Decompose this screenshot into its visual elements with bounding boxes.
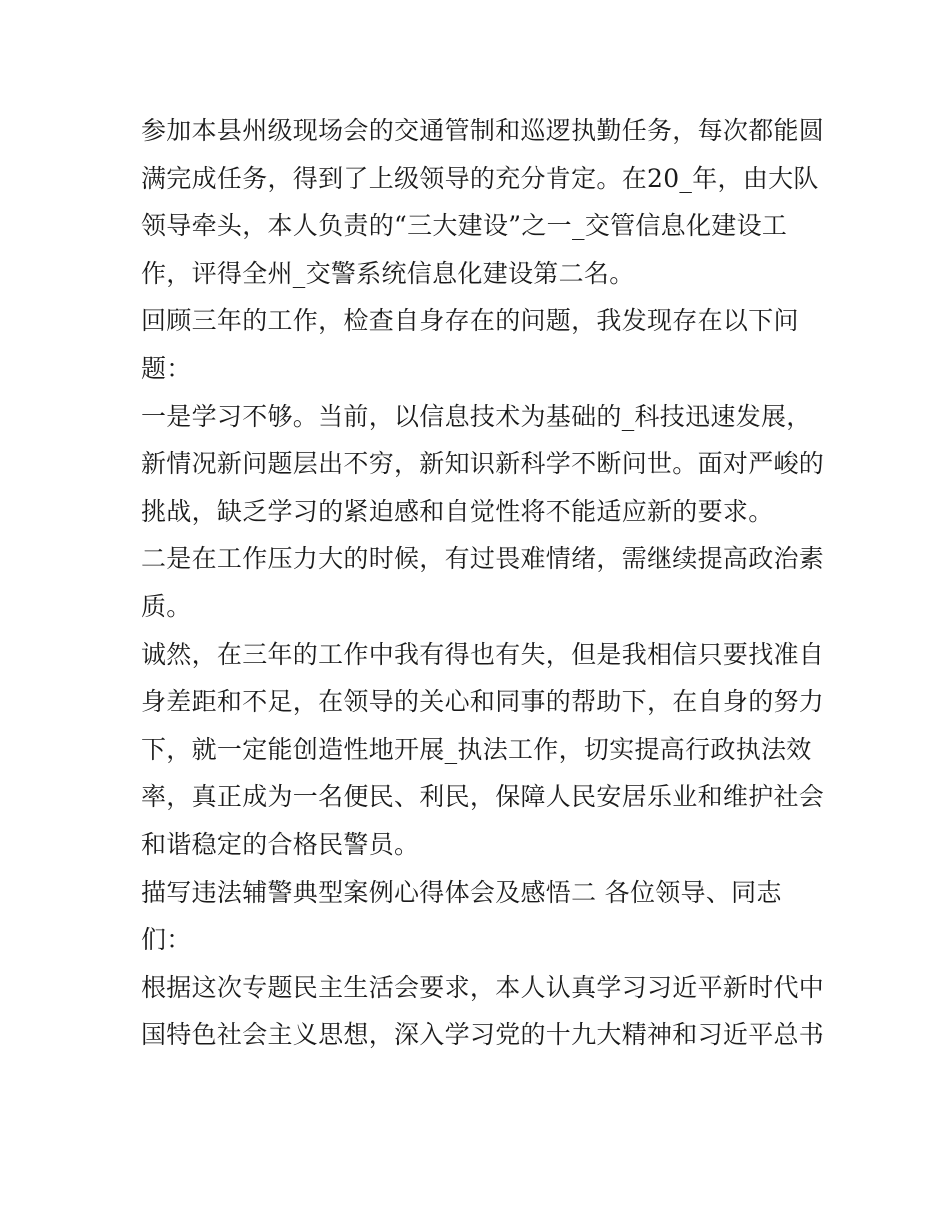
text-line: 和谐稳定的合格民警员。 [141, 829, 420, 859]
text-line: 回顾三年的工作，检查自身存在的问题，我发现存在以下问 [141, 306, 799, 336]
text-line: 参加本县州级现场会的交通管制和巡逻执勤任务，每次都能圆 [141, 116, 825, 145]
text-line: 根据这次专题民主生活会要求，本人认真学习习近平新时代中 [141, 972, 825, 1002]
text-line: 身差距和不足，在领导的关心和同事的帮助下，在自身的努力 [141, 687, 825, 717]
text-line: 描写违法辅警典型案例心得体会及感悟二 各位领导、同志 [141, 877, 782, 907]
text-line: 满完成任务，得到了上级领导的充分肯定。在20_年，由大队 [141, 163, 819, 193]
text-line: 一是学习不够。当前，以信息技术为基础的_科技迅速发展， [141, 401, 812, 431]
text-line: 质。 [141, 591, 192, 621]
document-body [141, 107, 825, 1059]
text-line: 领导牵头，本人负责的“三大建设”之一_交管信息化建设工 [141, 211, 788, 241]
text-line: 新情况新问题层出不穷，新知识新科学不断问世。面对严峻的 [141, 449, 825, 479]
text-line: 率，真正成为一名便民、利民，保障人民安居乐业和维护社会 [141, 782, 825, 812]
text-line: 国特色社会主义思想，深入学习党的十九大精神和习近平总书 [141, 1020, 825, 1050]
text-line: 题： [141, 353, 192, 383]
text-line: 下，就一定能创造性地开展_执法工作，切实提高行政执法效 [141, 734, 812, 764]
text-line: 挑战，缺乏学习的紧迫感和自觉性将不能适应新的要求。 [141, 496, 774, 526]
text-line: 作，评得全州_交警系统信息化建设第二名。 [141, 258, 635, 288]
text-line: 二是在工作压力大的时候，有过畏难情绪，需继续提高政治素 [141, 544, 825, 574]
text-line: 诚然，在三年的工作中我有得也有失，但是我相信只要找准自 [141, 639, 825, 669]
text-line: 们： [141, 925, 192, 955]
